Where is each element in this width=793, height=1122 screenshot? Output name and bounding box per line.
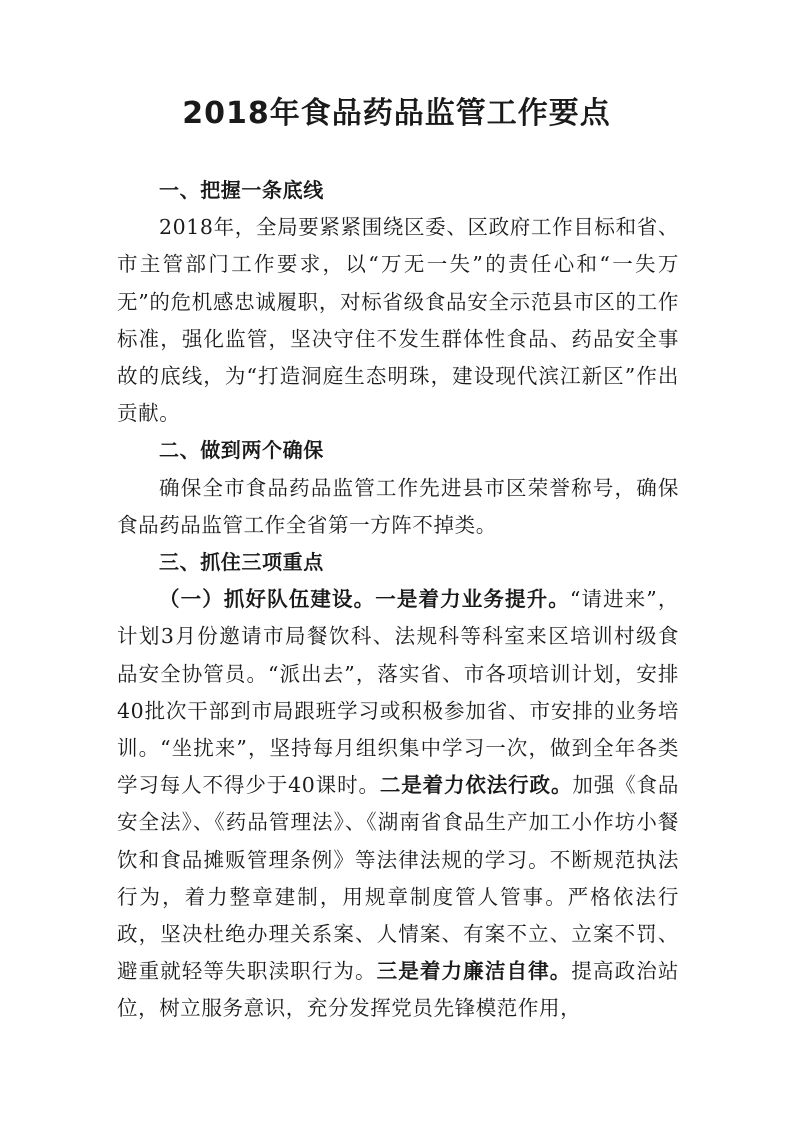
subsection-label: （一）抓好队伍建设。 <box>159 587 376 612</box>
section-paragraph-3 <box>117 581 679 1027</box>
point-2-text: 加强《食品安全法》、《药品管理法》、《湖南省食品生产加工小作坊小餐饮和食品摊贩管理条例》等法律法规的学习。不断规范执法行为，着力整章建制，用规章制度管人管事。严格依法行政，坚决杜绝办理关系案、人情案、有案不立、立案不罚、避重就轻等失职渎职行为。 <box>117 773 679 984</box>
point-1-text: “请进来”，计划3月份邀请市局餐饮科、法规科等科室来区培训村级食品安全协管员。“派出去”，落实省、市各项培训计划，安排40批次干部到市局跟班学习或积极参加省、市安排的业务培训。“坐扰来”，坚持每月组织集中学习一次，做到全年各类学习每人不得少于40课时。 <box>117 587 680 798</box>
section-heading-1: 一、把握一条底线 <box>159 178 324 202</box>
section-paragraph-2: 确保全市食品药品监管工作先进县市区荣誉称号，确保食品药品监管工作全省第一方阵不掉类。 <box>117 475 679 537</box>
point-1-label: 一是着力业务提升。 <box>375 587 570 612</box>
section-heading-2: 二、做到两个确保 <box>159 438 324 463</box>
section-heading-3: 三、抓住三项重点 <box>159 550 324 575</box>
document-body <box>117 172 679 1028</box>
section-paragraph-1: 2018年，全局要紧紧围绕区委、区政府工作目标和省、市主管部门工作要求，以“万无一失”的责任心和“一失万无”的危机感忠诚履职，对标省级食品安全示范县市区的工作标准，强化监管，坚决守住不发生群体性食品、药品安全事故的底线，为“打造洞庭生态明珠，建设现代滨江新区”作出贡献。 <box>117 215 679 426</box>
point-3-text: 提高政治站位，树立服务意识，充分发挥党员先锋模范作用， <box>117 959 680 1021</box>
point-3-label: 三是着力廉洁自律。 <box>376 959 572 984</box>
point-2-label: 二是着力依法行政。 <box>379 773 573 798</box>
document-title: 2018年食品药品监管工作要点 <box>182 96 611 131</box>
